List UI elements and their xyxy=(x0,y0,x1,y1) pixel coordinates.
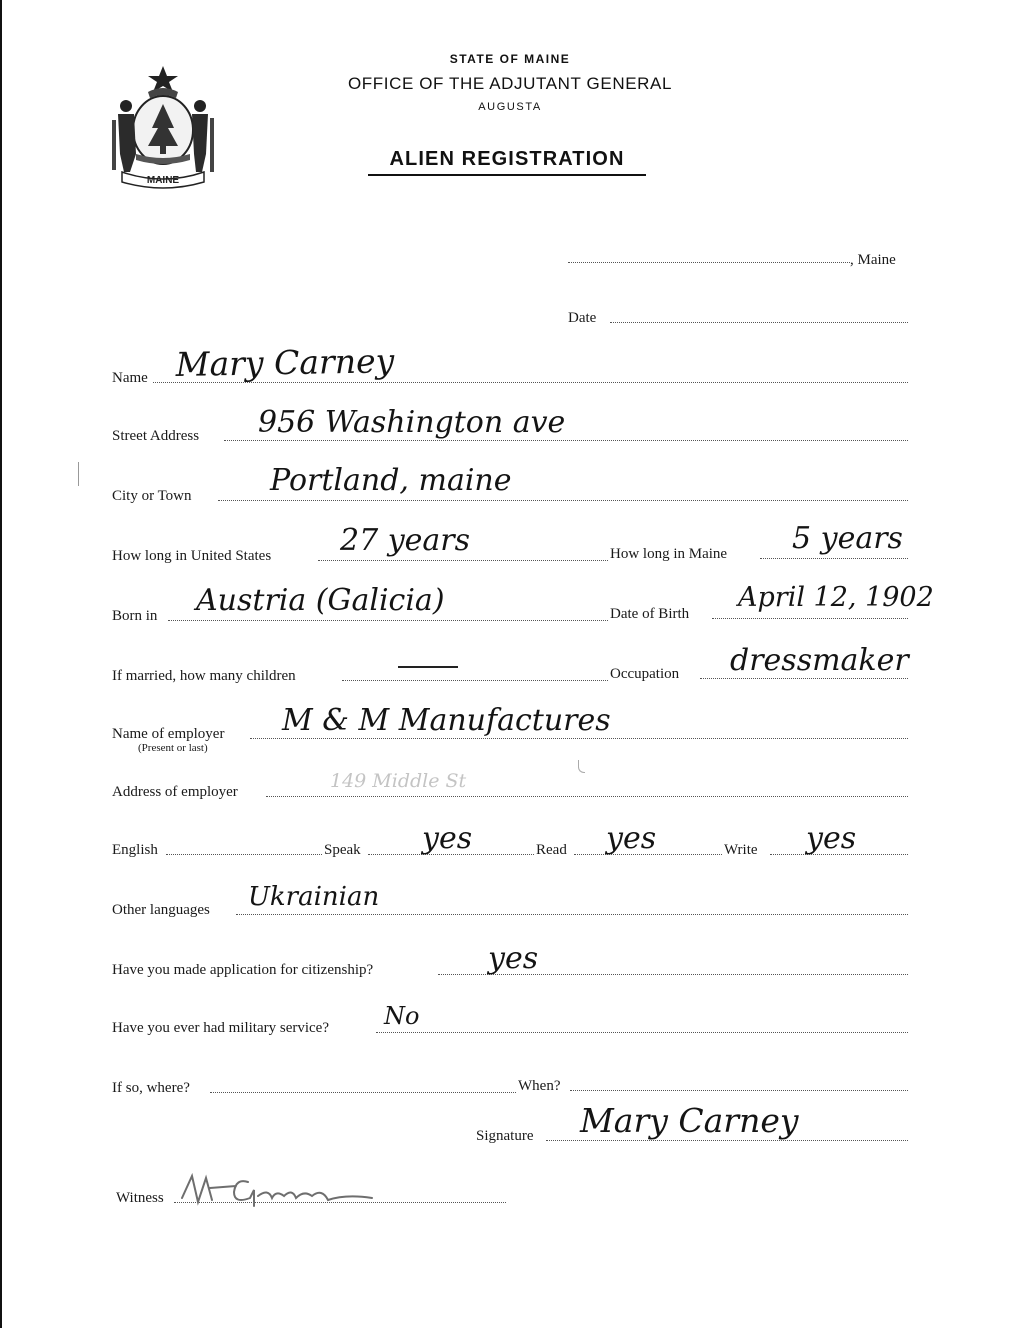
other-languages-label: Other languages xyxy=(112,902,210,918)
dob-value: April 12, 1902 xyxy=(738,582,934,613)
employer-address-value: 149 Middle St xyxy=(330,770,467,792)
seal-banner-text: MAINE xyxy=(146,175,180,186)
where-line[interactable] xyxy=(210,1092,516,1093)
occupation-line[interactable] xyxy=(700,678,908,679)
employer-line[interactable] xyxy=(250,738,908,739)
dob-label: Date of Birth xyxy=(610,606,690,622)
read-value: yes xyxy=(606,821,657,856)
when-label: When? xyxy=(518,1078,561,1094)
place-line[interactable] xyxy=(568,262,850,263)
signature-value: Mary Carney xyxy=(580,1101,799,1140)
city-line[interactable] xyxy=(218,500,908,501)
english-line[interactable] xyxy=(166,854,322,855)
employer-value: M & M Manufactures xyxy=(282,703,611,738)
write-label: Write xyxy=(724,842,758,858)
born-in-line[interactable] xyxy=(168,620,608,621)
maine-seal-icon xyxy=(108,62,218,190)
military-label: Have you ever had military service? xyxy=(112,1020,329,1036)
witness-signature-scribble xyxy=(176,1168,386,1214)
write-value: yes xyxy=(806,821,857,856)
signature-line[interactable] xyxy=(546,1140,908,1141)
header-office: OFFICE OF THE ADJUTANT GENERAL xyxy=(347,74,673,93)
citizenship-value: yes xyxy=(488,941,539,976)
margin-mark xyxy=(78,462,79,486)
long-maine-line[interactable] xyxy=(760,558,908,559)
born-in-label: Born in xyxy=(112,608,158,624)
long-maine-label: How long in Maine xyxy=(610,546,728,562)
pen-mark xyxy=(578,760,585,773)
city-label: City or Town xyxy=(112,488,192,504)
header-state: STATE OF MAINE xyxy=(449,52,571,66)
military-line[interactable] xyxy=(376,1032,908,1033)
military-value: No xyxy=(384,1002,420,1030)
married-dash xyxy=(398,666,458,668)
long-us-line[interactable] xyxy=(318,560,608,561)
signature-label: Signature xyxy=(476,1128,534,1144)
occupation-value: dressmaker xyxy=(730,643,909,678)
date-line[interactable] xyxy=(610,322,908,323)
other-languages-line[interactable] xyxy=(236,914,908,915)
other-languages-value: Ukrainian xyxy=(248,882,380,912)
citizenship-label: Have you made application for citizenship? xyxy=(112,962,374,978)
born-in-value: Austria (Galicia) xyxy=(196,583,445,618)
long-maine-value: 5 years xyxy=(792,521,903,556)
name-label: Name xyxy=(112,370,148,386)
header-city: AUGUSTA xyxy=(478,101,542,113)
long-us-label: How long in United States xyxy=(112,548,272,564)
married-label: If married, how many children xyxy=(112,668,296,684)
date-label: Date xyxy=(568,310,597,326)
speak-label: Speak xyxy=(324,842,361,858)
english-label: English xyxy=(112,842,158,858)
street-label: Street Address xyxy=(112,428,200,444)
when-line[interactable] xyxy=(570,1090,908,1091)
city-value: Portland, maine xyxy=(270,463,512,498)
long-us-value: 27 years xyxy=(340,523,471,558)
form-title: ALIEN REGISTRATION xyxy=(368,148,646,176)
where-label: If so, where? xyxy=(112,1080,190,1096)
name-value: Mary Carney xyxy=(175,341,395,384)
married-line[interactable] xyxy=(342,680,608,681)
employer-sublabel: (Present or last) xyxy=(138,742,208,754)
occupation-label: Occupation xyxy=(610,666,680,682)
employer-label: Name of employer xyxy=(112,726,225,742)
speak-value: yes xyxy=(422,821,473,856)
dob-line[interactable] xyxy=(712,618,908,619)
read-label: Read xyxy=(536,842,567,858)
witness-label: Witness xyxy=(116,1190,164,1206)
maine-label: , Maine xyxy=(850,252,896,268)
street-value: 956 Washington ave xyxy=(258,405,566,440)
employer-address-label: Address of employer xyxy=(112,784,238,800)
employer-address-line[interactable] xyxy=(266,796,908,797)
street-line[interactable] xyxy=(224,440,908,441)
